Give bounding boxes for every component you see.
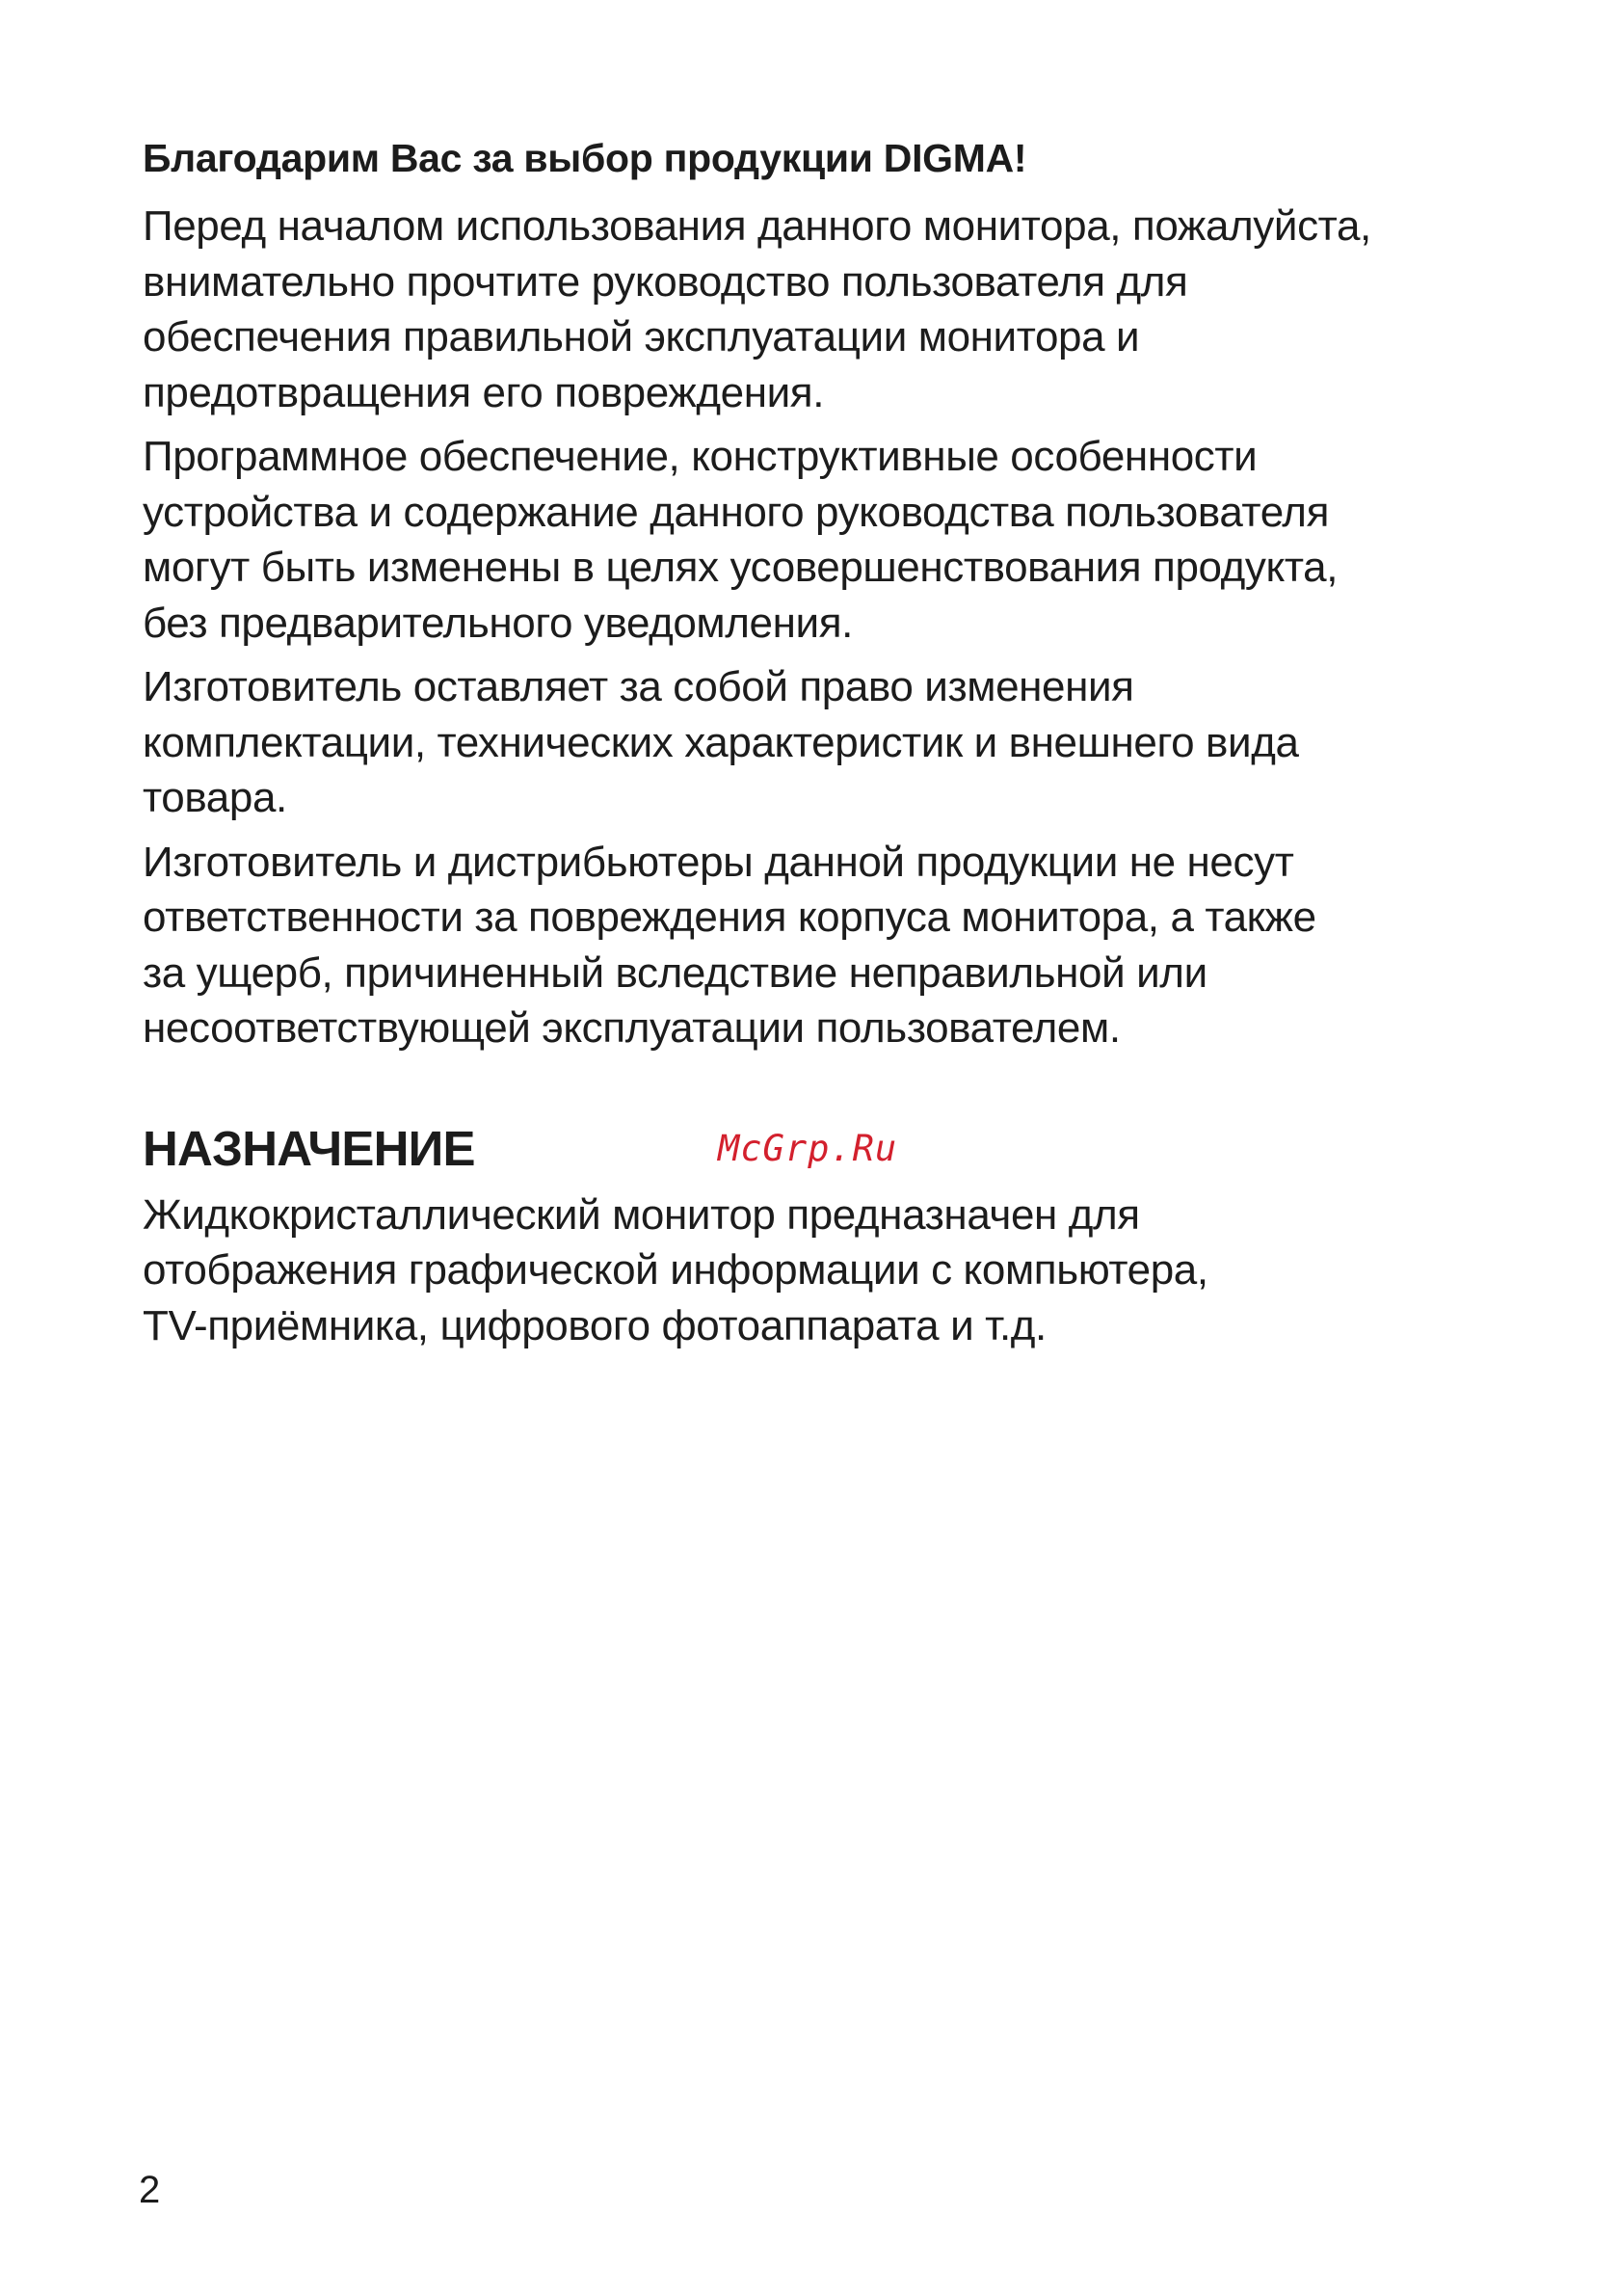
purpose-section xyxy=(143,1118,1511,1354)
section-text: Жидкокристаллический монитор предназначен для отображения графической информации с компьютера, TV-приёмника, цифрового фотоаппарата и т.д. xyxy=(143,1190,1208,1349)
intro-paragraph-software: Программное обеспечение, конструктивные особенности устройства и содержание данного руководства пользователя могут быть изменены в целях усовершенствования продукта, без предварительного уведомления. xyxy=(143,433,1339,647)
intro-paragraph-liability: Изготовитель и дистрибьютеры данной продукции не несут ответственности за повреждения корпуса монитора, а также за ущерб, причиненный вследствие неправильной или несоответствующей эксплуатации пользователем. xyxy=(143,838,1316,1052)
intro-title: Благодарим Вас за выбор продукции DIGMA! xyxy=(143,136,1027,180)
page-number: 2 xyxy=(139,2169,161,2211)
watermark: McGrp.Ru xyxy=(718,1127,898,1169)
section-title: НАЗНАЧЕНИЕ xyxy=(143,1120,475,1176)
intro-paragraph-manufacturer-rights: Изготовитель оставляет за собой право изменения комплектации, технических характеристик и внешнего вида товара. xyxy=(143,663,1299,821)
page-content xyxy=(143,127,1511,1353)
intro-paragraph-usage: Перед началом использования данного монитора, пожалуйста, внимательно прочтите руководство пользователя для обеспечения правильной эксплуатации монитора и предотвращения его повреждения. xyxy=(143,202,1371,416)
